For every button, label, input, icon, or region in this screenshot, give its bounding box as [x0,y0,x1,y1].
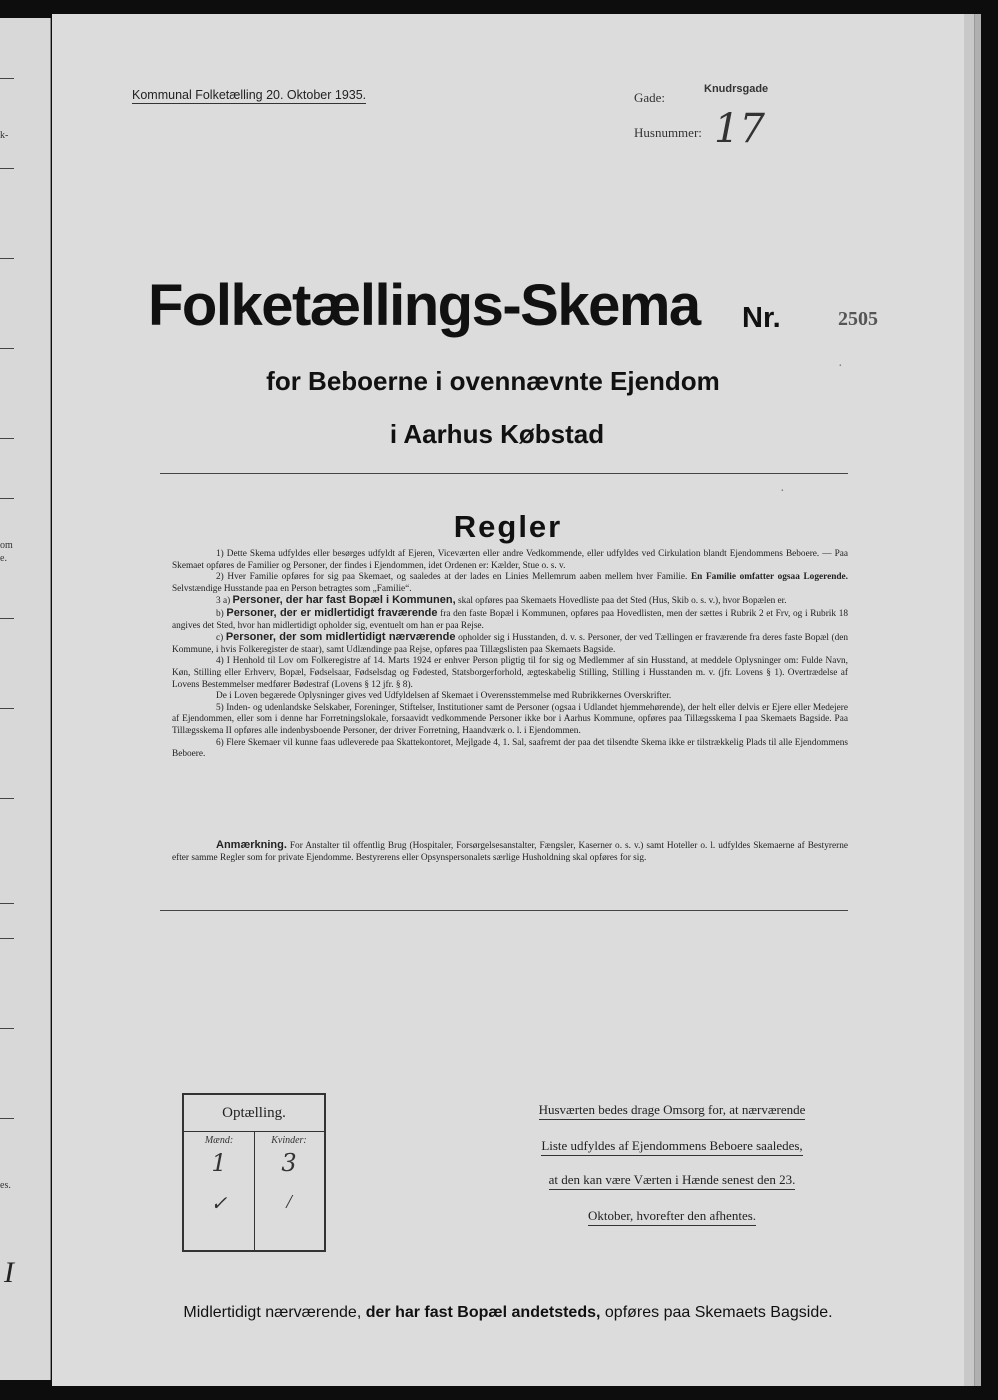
rule-4: 4) I Henhold til Lov om Folkeregistre af 14. Marts 1924 er enhver Person pligtig til for sig og Medlemmer af sin Husstand, at meddele Oplysninger om: Fulde Navn, Køn, Stilling eller Erhverv, Bopæl, Fødselsaar, Fødselsdag og Fødested, Statsborgerforhold, ægteskabelig Stilling, Stilling i Husstanden m. v. (jfr. Lovens § 1). Overtrædelse af Lovens Bestemmelser medfører Bødestraf (Lovens § 12 jfr. § 8). [172,656,848,690]
maend-value: 1 [211,1149,227,1177]
rule-3a-text: skal opføres paa Skemaets Hovedliste paa det Sted (Hus, Skib o. s. v.), hvor Bopælen er. [457,596,787,607]
rule-1: 1) Dette Skema udfyldes eller besørges udfyldt af Ejeren, Viceværten eller andre Vedkommende, eller udfyldes ved Cirkulation blandt Ejendommens Beboere. — Paa Skemaet opføres de Familier og Personer, der findes i Ejendommen, idet Ordenen er: Kælder, Stue o. s. v. [172,549,848,571]
anmaerkning [172,840,848,864]
rule-2-a: 2) Hver Familie opføres for sig paa Skemaet, og saaledes at der lades en Linies Mellemrum aaben mellem hver Familie. [216,572,688,583]
rule-3b-num: b) [216,608,224,619]
count-col-kvinder [254,1131,324,1250]
left-page-rule [0,903,14,904]
rule-3c-num: c) [216,633,224,644]
left-page-rule [0,618,14,619]
form-title: Folketællings-Skema [148,273,700,338]
gade-value: Knudrsgade [704,83,769,95]
count-col-maend [184,1131,255,1250]
subtitle-2 [52,419,964,450]
subtitle-1-text: for Beboerne i ovennævnte Ejendom [266,366,720,396]
subtitle-1 [52,366,964,397]
notice-line-2: Liste udfyldes af Ejendommens Beboere saaledes, [541,1138,802,1156]
divider [160,910,848,911]
left-page-rule [0,798,14,799]
notice-line [482,1102,862,1118]
divider [160,473,848,474]
notice-line [482,1208,862,1224]
subtitle-2-text: i Aarhus Købstad [389,419,605,449]
anmaerkning-label: Anmærkning. [216,839,287,851]
footer-part-1: Midlertidigt nærværende, [183,1304,362,1321]
kvinder-tick: / [286,1191,292,1213]
rules-heading: Regler [453,509,563,544]
notice-line-4: Oktober, hvorefter den afhentes. [588,1208,756,1226]
left-page-rule [0,168,14,169]
rule-3a-bold: Personer, der har fast Bopæl i Kommunen, [232,594,456,607]
rule-3b-bold: Personer, der er midlertidigt fraværende [226,606,438,619]
husnummer-label: Husnummer: [634,125,702,140]
count-box-title: Optælling. [184,1095,324,1132]
smudge-mark: · [838,359,843,374]
rule-3b [172,608,848,632]
rule-2 [172,572,848,595]
rule-3a-num: 3 a) [216,596,231,607]
nr-value: 2505 [838,308,878,330]
left-page-edge [0,18,51,1380]
rule-3c-bold: Personer, der som midlertidigt nærværende [225,631,456,644]
gade-label: Gade: [634,90,666,105]
census-form-page [52,14,964,1386]
rule-4b: De i Loven begærede Oplysninger gives ved Udfyldelsen af Skemaet i Overensstemmelse med Rubrikkernes Overskrifter. [216,691,672,702]
page-edge [974,14,981,1386]
kvinder-label: Kvinder: [271,1135,307,1146]
rule-2-c: Selvstændige Husstande paa en Person betragtes som „Familie“. [172,583,412,594]
left-page-rule [0,78,14,79]
notice-line [482,1172,862,1188]
left-page-handwriting: I [4,1256,14,1289]
anmaerkning-text: For Anstalter til offentlig Brug (Hospitaler, Forsørgelsesanstalter, Fængsler, Kaserner o. s. v.) samt Hoteller o. l. udfyldes Skemaerne af Bestyrerne efter samme Regler som for private Ejendomme. Bestyrerens eller Opsynspersonalets særlige Husholdning skal opføres for sig. [172,841,848,863]
anmaerkning-paragraph [172,840,848,864]
left-page-rule [0,258,14,259]
footer-part-2: der har fast Bopæl andetsteds, [365,1304,601,1321]
maend-label: Mænd: [204,1135,234,1146]
left-page-rule [0,708,14,709]
left-page-fragment: om [0,540,13,551]
footer-part-3: opføres paa Skemaets Bagside. [604,1304,833,1321]
notice-line-3: at den kan være Værten i Hænde senest den 23. [549,1172,796,1190]
kvinder-value: 3 [281,1149,297,1177]
census-header: Kommunal Folketælling 20. Oktober 1935. [132,88,367,102]
left-page-fragment: es. [0,1180,11,1191]
rule-2-b: En Familie omfatter ogsaa Logerende. [690,572,848,583]
left-page-rule [0,1028,14,1029]
smudge-mark: · [780,484,785,499]
rules-text [172,549,848,761]
rule-5: 5) Inden- og udenlandske Selskaber, Foreninger, Stiftelser, Institutioner samt de Personer (ogsaa i Udlandet hjemmehørende), der helt eller delvis er Ejere eller Medejere af Ejendommen, eller som i denne har Forretningslokale, forsaavidt vedkommende Personer ikke bor i Aarhus Kommune, opføres paa Tillægsskema I paa Skemaets Bagside. Paa Tillægsskema II opføres alle indenbysboende Personer, der driver Forretning, Haandværk o. l. i Ejendommen. [172,702,848,736]
count-box [182,1093,326,1252]
notice-line [482,1138,862,1154]
left-page-fragment: e. [0,553,7,564]
nr-label: Nr. [742,302,781,334]
husnummer-value: 17 [714,106,765,152]
left-page-rule [0,498,14,499]
left-page-rule [0,438,14,439]
left-page-rule [0,1118,14,1119]
rule-3b-text: fra den faste Bopæl i Kommunen, opføres paa Hovedlisten, men der sættes i Rubrik 2 et Frv, og i Rubrik 18 angives det Sted, hvor han midlertidigt opholder sig, eventuelt om han er paa Rejse. [172,608,849,631]
rule-3c-text: opholder sig i Husstanden, d. v. s. Personer, der ved Tællingen er fraværende fra deres faste Bopæl (den Kommune, i hvis Folkeregister de staar), samt Udlændinge paa Rejse, opføres paa Tillægslisten paa Skemaets Bagside. [172,633,849,655]
footer-note [52,1304,964,1322]
left-page-rule [0,938,14,939]
maend-tick: ✓ [210,1193,228,1215]
left-page-rule [0,348,14,349]
left-page-fragment: k- [0,130,9,141]
notice-line-1: Husværten bedes drage Omsorg for, at nærværende [539,1102,806,1120]
rule-3c [172,632,848,656]
rule-6: 6) Flere Skemaer vil kunne faas udleverede paa Skattekontoret, Mejlgade 4, 1. Sal, saafremt der paa det tilsendte Skema ikke er tilstrækkelig Plads til alle Ejendommens Beboere. [172,737,848,760]
